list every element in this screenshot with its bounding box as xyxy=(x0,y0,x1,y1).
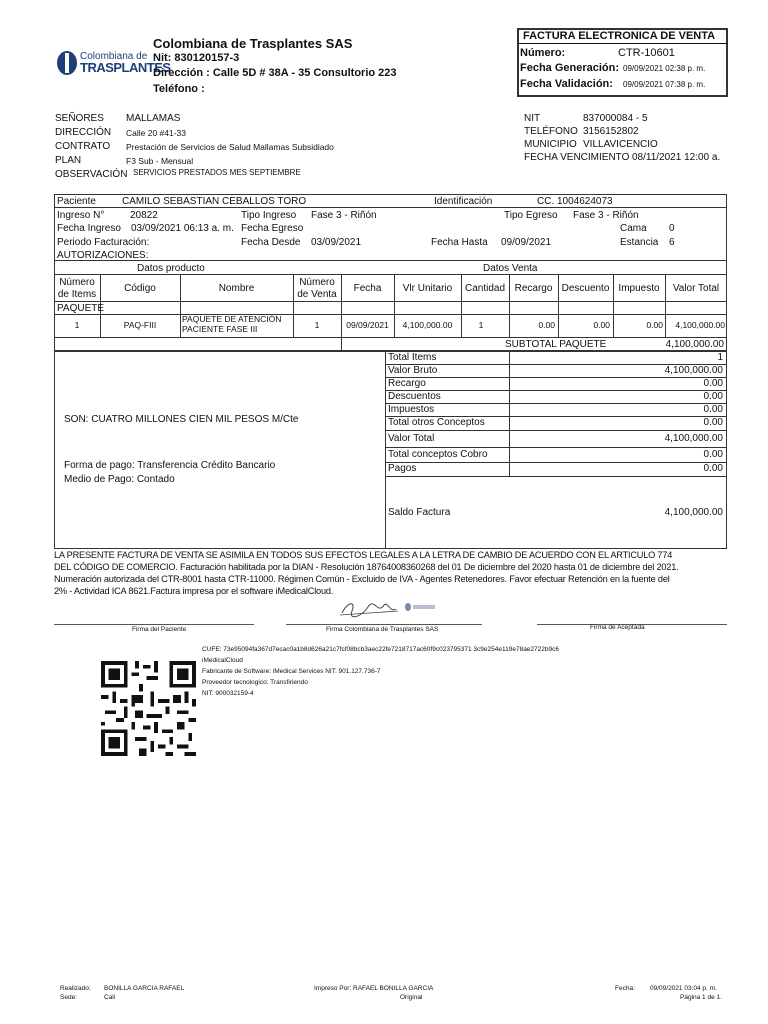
total-value-items: 1 xyxy=(717,352,723,363)
total-value-valor-total: 4,100,000.00 xyxy=(664,433,723,444)
ingreso-label: Ingreso N° xyxy=(57,210,105,221)
tipo-egreso-value: Fase 3 - Riñón xyxy=(573,210,639,221)
forma-pago: Forma de pago: Transferencia Crédito Bancario xyxy=(64,460,276,471)
signature-image xyxy=(338,597,438,621)
client-senores: MALLAMAS xyxy=(126,113,181,124)
client-telefono: 3156152802 xyxy=(583,126,639,137)
total-value-descuentos: 0.00 xyxy=(703,391,723,402)
cama-label: Cama xyxy=(620,223,647,234)
total-label-conceptos-cobro: Total conceptos Cobro xyxy=(388,449,488,460)
gen-date: 09/09/2021 02:38 p. m. xyxy=(623,64,706,73)
client-observacion: SERVICIOS PRESTADOS MES SEPTIEMBRE xyxy=(133,168,301,177)
fecha-hasta-label: Fecha Hasta xyxy=(431,237,488,248)
legal-line-2: DEL CÓDIGO DE COMERCIO. Facturación habilitada por la DIAN - Resolución 18764008360268 del 01 De diciembre del 2020 hasta 01 de diciembre del 2021. xyxy=(54,562,679,572)
legal-line-4: 2% - Actividad ICA 8621.Factura impresa por el software iMedicalCloud. xyxy=(54,586,334,596)
gen-date-label: Fecha Generación: xyxy=(520,62,620,74)
client-label-telefono: TELÉFONO xyxy=(524,126,578,137)
th-nombre: Nombre xyxy=(218,283,255,294)
th-fecha: Fecha xyxy=(353,283,382,294)
th-cantidad: Cantidad xyxy=(464,283,506,294)
total-value-conceptos-cobro: 0.00 xyxy=(703,449,723,460)
row-code: PAQ-FIII xyxy=(123,320,157,330)
client-label-contrato: CONTRATO xyxy=(55,141,111,152)
footer-impreso: Impreso Por: RAFAEL BONILLA GARCIA xyxy=(314,985,434,992)
fecha-desde-label: Fecha Desde xyxy=(241,237,301,248)
patient-name: CAMILO SEBASTIAN CEBALLOS TORO xyxy=(122,196,307,207)
estancia-label: Estancia xyxy=(620,237,659,248)
footer-original: Original xyxy=(400,994,423,1001)
total-label-descuentos: Descuentos xyxy=(388,391,441,402)
company-address: Dirección : Calle 5D # 38A - 35 Consultorio 223 xyxy=(153,67,397,79)
ingreso-value: 20822 xyxy=(130,210,158,221)
logo-text-top: Colombiana de xyxy=(80,51,148,62)
patient-label: Paciente xyxy=(57,196,96,207)
legal-line-3: Numeración autorizada del CTR-8001 hasta CTR-11000. Régimen Común - Excluido de IVA - Agentes Retenedores. Favor efectuar Retención en la fuente del xyxy=(54,574,670,584)
total-label-impuestos: Impuestos xyxy=(388,404,435,415)
id-value: CC. 1004624073 xyxy=(537,196,613,207)
cufe-fabricante: Fabricante de Software: iMedical Services NIT: 901.127.736-7 xyxy=(202,668,381,675)
cama-value: 0 xyxy=(669,223,675,234)
val-date: 09/09/2021 07:38 p. m. xyxy=(623,80,706,89)
logo-icon xyxy=(56,50,78,76)
periodo-label: Periodo Facturación: xyxy=(57,237,150,248)
tipo-ingreso-value: Fase 3 - Riñón xyxy=(311,210,377,221)
cufe-platform: iMedicalCloud xyxy=(202,657,243,664)
sign-paciente: Firma del Paciente xyxy=(132,626,187,633)
row-fecha: 09/09/2021 xyxy=(346,320,389,330)
th-codigo: Código xyxy=(124,283,156,294)
footer-realizado-label: Realizado: xyxy=(60,985,91,992)
th-num-venta: Número de Venta xyxy=(297,277,337,300)
invoice-number-label: Número: xyxy=(520,47,566,59)
estancia-value: 6 xyxy=(669,237,675,248)
client-label-direccion: DIRECCIÓN xyxy=(55,127,112,138)
total-label-saldo: Saldo Factura xyxy=(388,507,451,518)
total-label-valor-total: Valor Total xyxy=(388,433,435,444)
th-valor-total: Valor Total xyxy=(672,283,720,294)
row-venta: 1 xyxy=(314,320,320,330)
client-label-observacion: OBSERVACIÓN xyxy=(55,169,128,180)
footer-sede-value: Cali xyxy=(104,994,116,1001)
footer-sede-label: Sede: xyxy=(60,994,77,1001)
total-label-pagos: Pagos xyxy=(388,463,417,474)
row-impuesto: 0.00 xyxy=(646,320,663,330)
client-contrato: Prestación de Servicios de Salud Mallamas Subsidiado xyxy=(126,142,334,152)
row-total: 4,100,000.00 xyxy=(675,320,725,330)
total-label-bruto: Valor Bruto xyxy=(388,365,438,376)
footer-pagina: Página 1 de 1. xyxy=(680,994,722,1001)
total-label-recargo: Recargo xyxy=(388,378,426,389)
company-phone: Teléfono : xyxy=(153,83,205,95)
autorizaciones-label: AUTORIZACIONES: xyxy=(57,250,149,261)
company-name: Colombiana de Trasplantes SAS xyxy=(153,36,353,51)
total-value-pagos: 0.00 xyxy=(703,463,723,474)
subtotal-value: 4,100,000.00 xyxy=(665,339,724,350)
invoice-number: CTR-10601 xyxy=(618,47,675,59)
row-unitario: 4,100,000.00 xyxy=(402,320,453,330)
fecha-ingreso-label: Fecha Ingreso xyxy=(57,223,121,234)
group-product: Datos producto xyxy=(137,263,205,274)
total-label-items: Total Items xyxy=(388,352,437,363)
th-unitario: Vlr Unitario xyxy=(402,283,453,294)
row-recargo: 0.00 xyxy=(538,320,555,330)
tipo-ingreso-label: Tipo Ingreso xyxy=(241,210,297,221)
medio-pago: Medio de Pago: Contado xyxy=(64,474,175,485)
client-label-senores: SEÑORES xyxy=(55,113,104,124)
cufe-proveedor: Proveedor tecnologico: Transfiriendo xyxy=(202,679,308,686)
row-descuento: 0.00 xyxy=(593,320,610,330)
val-date-label: Fecha Validación: xyxy=(520,78,613,90)
total-value-otros: 0.00 xyxy=(703,417,723,428)
subtotal-label: SUBTOTAL PAQUETE xyxy=(505,339,607,350)
sign-colombiana: Firma Colombiana de Trasplantes SAS xyxy=(326,626,439,633)
total-label-otros: Total otros Conceptos xyxy=(388,417,485,428)
th-recargo: Recargo xyxy=(514,283,553,294)
client-vencimiento: 08/11/2021 12:00 a. xyxy=(632,152,721,163)
row-cantidad: 1 xyxy=(478,320,484,330)
cufe-nit: NIT: 900032159-4 xyxy=(202,690,254,697)
client-label-nit: NIT xyxy=(524,113,541,124)
client-label-vencimiento: FECHA VENCIMIENTO xyxy=(524,152,630,163)
fecha-hasta-value: 09/09/2021 xyxy=(501,237,552,248)
th-num-items: Número de Items xyxy=(57,277,97,300)
legal-line-1: LA PRESENTE FACTURA DE VENTA SE ASIMILA EN TODOS SUS EFECTOS LEGALES A LA LETRA DE CAMBIO DE ACUERDO CON EL ARTICULO 774 xyxy=(54,550,673,560)
footer-realizado-value: BONILLA GARCIA RAFAEL xyxy=(104,985,185,992)
logo-text-bottom: TRASPLANTES xyxy=(80,60,171,75)
company-nit: Nit: 830120157-3 xyxy=(153,52,240,64)
footer-fecha-label: Fecha: xyxy=(615,985,635,992)
client-label-municipio: MUNICIPIO xyxy=(524,139,577,150)
row-name: PAQUETE DE ATENCIÓN PACIENTE FASE III xyxy=(182,314,282,334)
fecha-desde-value: 03/09/2021 xyxy=(311,237,362,248)
group-sale: Datos Venta xyxy=(483,263,538,274)
client-label-plan: PLAN xyxy=(55,155,82,166)
th-descuento: Descuento xyxy=(561,283,610,294)
client-direccion: Calle 20 #41-33 xyxy=(126,128,187,138)
tipo-egreso-label: Tipo Egreso xyxy=(504,210,558,221)
total-value-bruto: 4,100,000.00 xyxy=(664,365,723,376)
total-value-saldo: 4,100,000.00 xyxy=(664,507,723,518)
sign-aceptada: Firma de Aceptada xyxy=(590,624,645,631)
th-impuesto: Impuesto xyxy=(618,283,660,294)
company-logo xyxy=(56,50,78,79)
total-value-impuestos: 0.00 xyxy=(703,404,723,415)
total-value-recargo: 0.00 xyxy=(703,378,723,389)
invoice-title: FACTURA ELECTRONICA DE VENTA xyxy=(523,30,716,42)
section-paquete: PAQUETE xyxy=(57,303,105,314)
cufe-code: CUFE: 73e95094fa367d7ecac0a1b8d626a21c7fcf08bcb3aec22fe7218717ac60f9c023795371 3c9e254e119e78ae2722b9c6 xyxy=(202,646,559,653)
row-num: 1 xyxy=(74,320,80,330)
client-municipio: VILLAVICENCIO xyxy=(583,139,658,150)
qr-code-icon xyxy=(101,658,196,759)
fecha-ingreso-value: 03/09/2021 06:13 a. m. xyxy=(131,223,234,234)
amount-in-words: SON: CUATRO MILLONES CIEN MIL PESOS M/Cte xyxy=(64,414,299,425)
id-label: Identificación xyxy=(434,196,493,207)
footer-fecha-value: 09/09/2021 03:04 p. m. xyxy=(650,985,717,992)
client-nit: 837000084 - 5 xyxy=(583,113,648,124)
client-plan: F3 Sub - Mensual xyxy=(126,156,194,166)
fecha-egreso-label: Fecha Egreso xyxy=(241,223,304,234)
